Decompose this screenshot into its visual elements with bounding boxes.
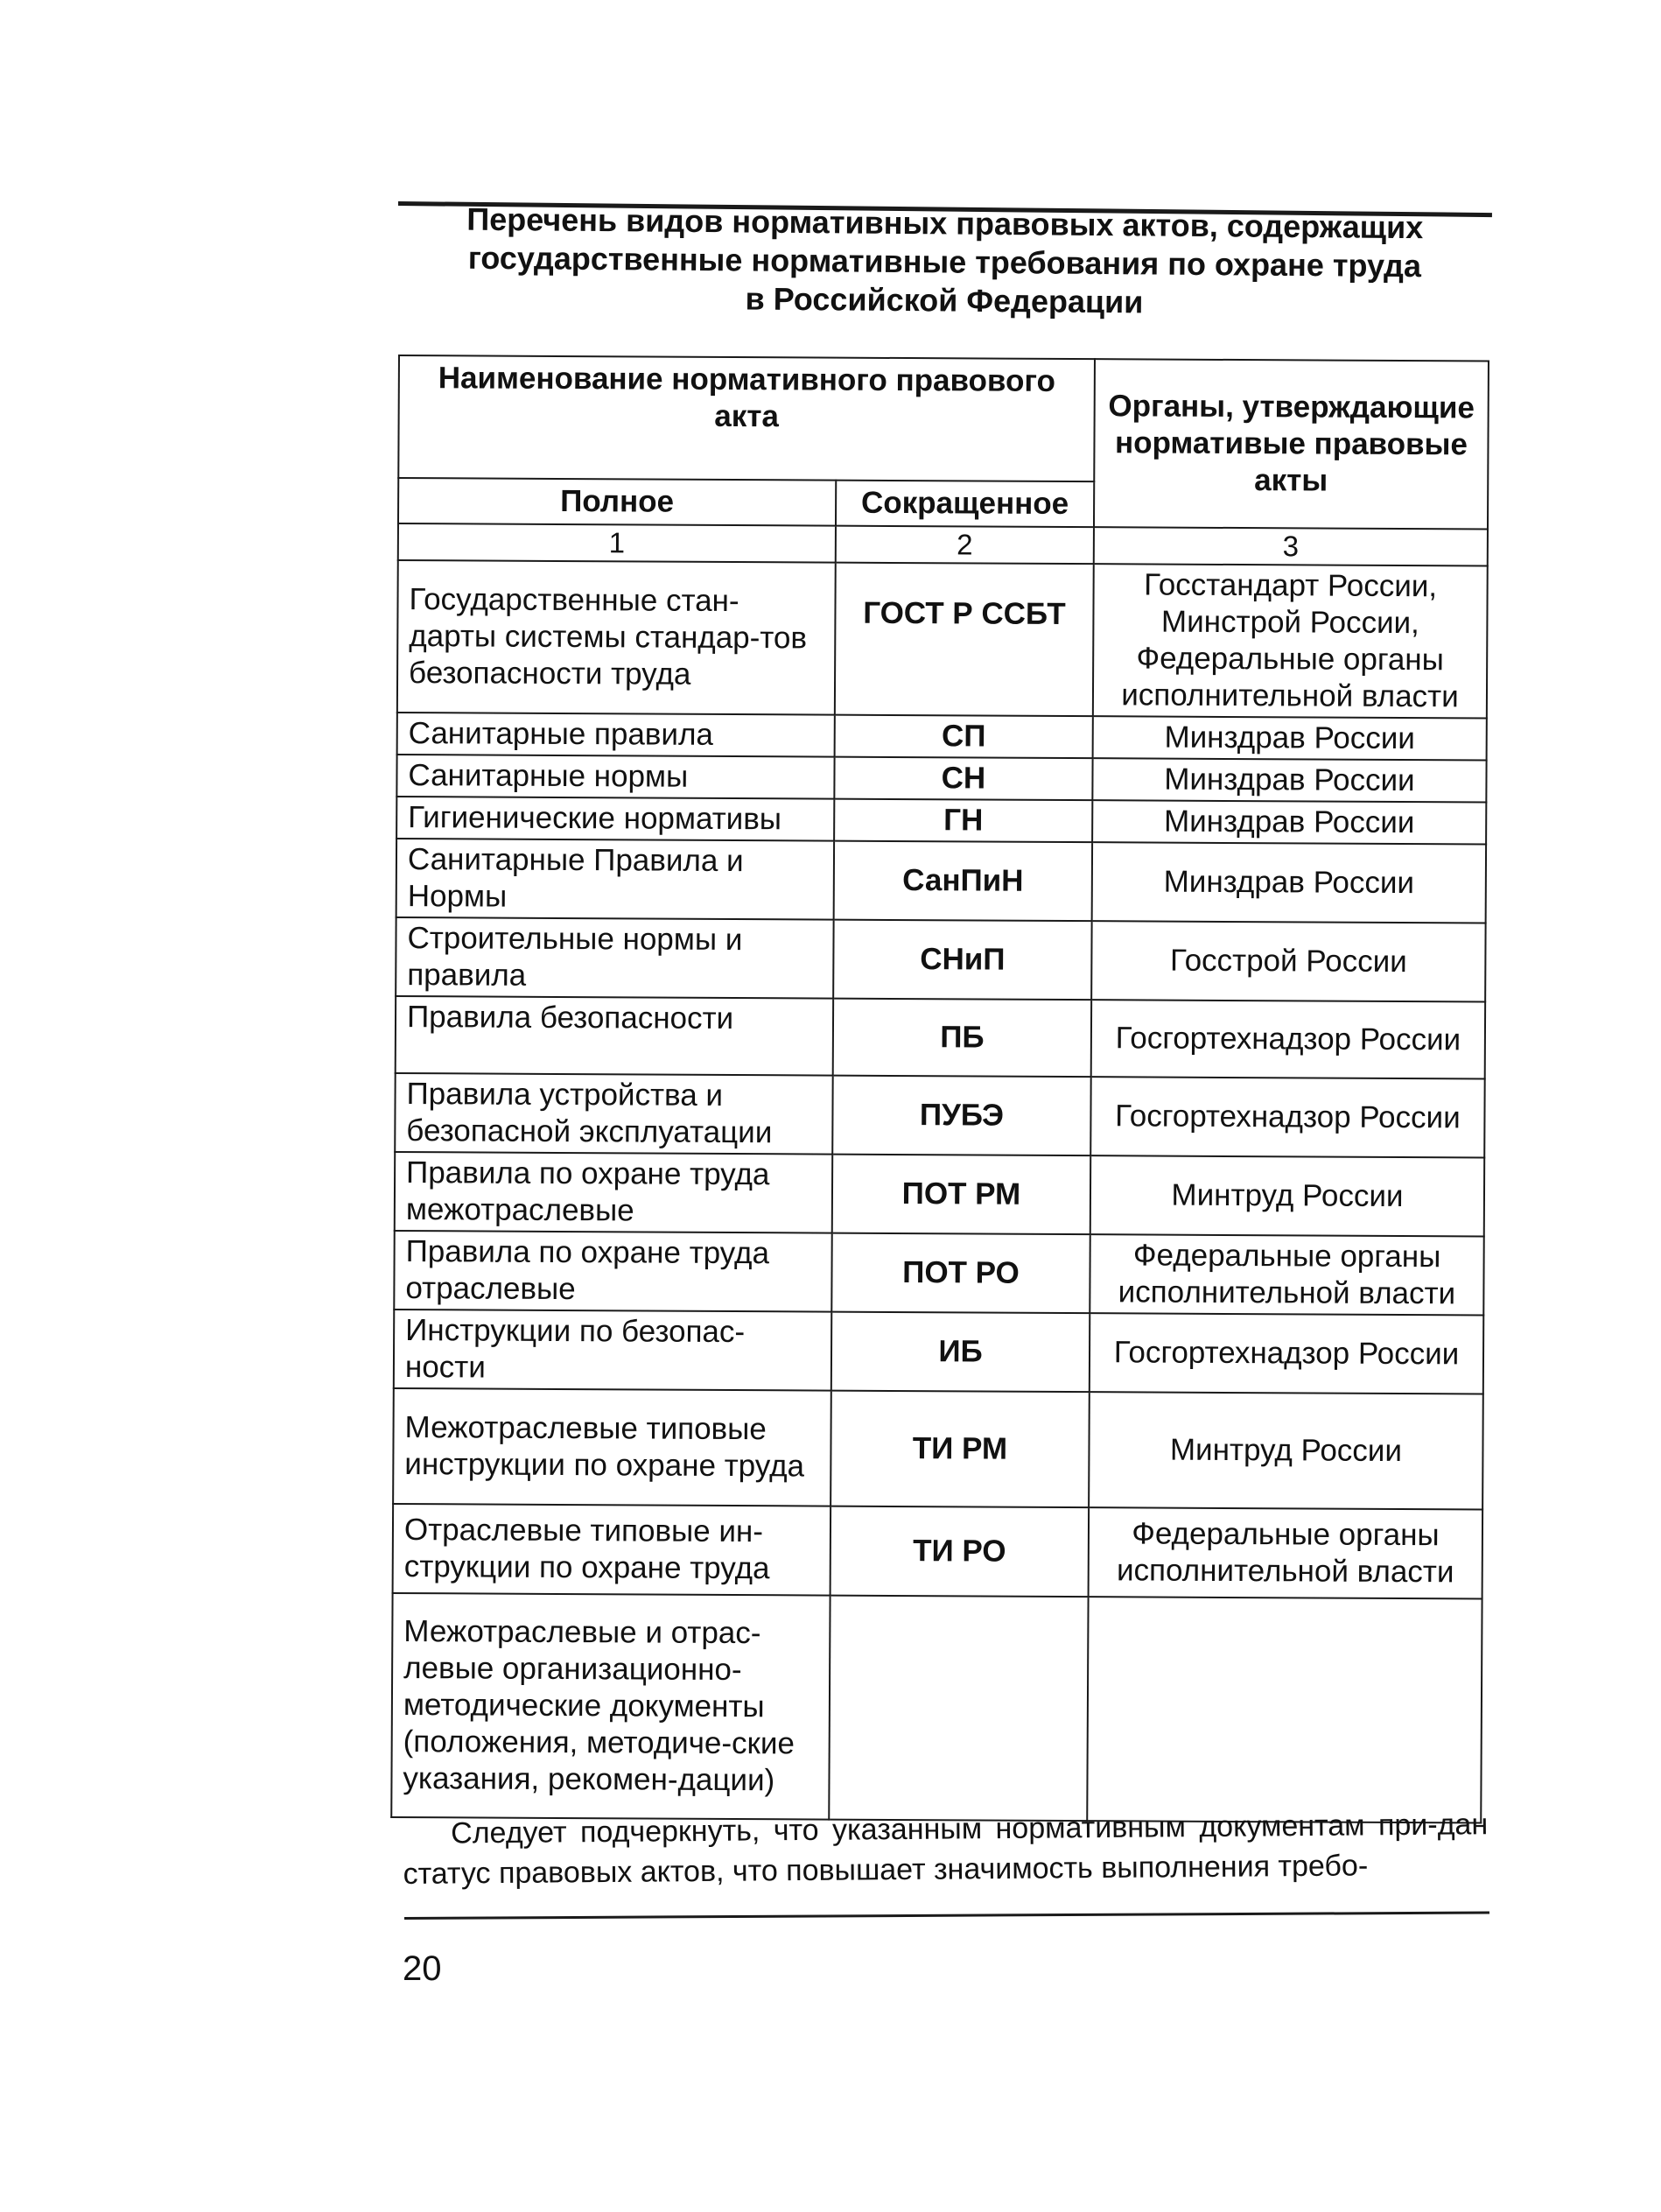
cell-abbr: ГОСТ Р ССБТ [835,563,1094,717]
table-row [396,797,1486,845]
document-heading [397,200,1492,325]
table-row [393,1504,1483,1599]
cell-org [1087,1597,1482,1822]
table-row [394,1231,1483,1316]
column-number-row [398,523,1488,566]
cell-full: Санитарные Правила и Нормы [396,839,834,920]
table-row [396,755,1486,803]
cell-full: Гигиенические нормативы [396,797,834,841]
heading-line: Перечень видов нормативных правовых актов, содержащих [466,200,1424,246]
heading-line: государственные нормативные требования по охране труда [467,239,1422,284]
column-number: 3 [1094,527,1488,565]
cell-org: Федеральные органы исполнительной власти [1089,1507,1483,1598]
table-row [395,1073,1484,1158]
cell-abbr: ПОТ РМ [832,1155,1090,1235]
cell-org: Минздрав России [1092,842,1486,923]
cell-org: Минтруд России [1090,1155,1484,1236]
cell-org: Госгортехнадзор России [1090,1077,1484,1157]
column-number: 2 [836,526,1094,565]
table-row [397,713,1487,761]
cell-org: Госгортехнадзор России [1090,1313,1483,1394]
cell-full: Межотраслевые и отрас-левые организационно-методические документы (положения, методиче-ские указания, рекомен-дации) [391,1593,830,1820]
cell-abbr: СНиП [833,920,1091,1001]
cell-org: Минздрав России [1093,716,1487,760]
table-row [396,839,1486,923]
cell-abbr: СП [835,715,1093,759]
column-number: 1 [398,523,836,563]
cell-abbr: ПБ [833,999,1091,1078]
cell-full: Межотраслевые типовые инструкции по охране труда [393,1388,831,1506]
header-row [398,355,1489,484]
cell-org: Минздрав России [1092,758,1486,802]
table-row [393,1388,1483,1510]
cell-org: Госстандарт России, Минстрой России, Федеральные органы исполнительной власти [1093,564,1488,718]
heading-line: в Российской Федерации [745,280,1144,320]
cell-full: Отраслевые типовые ин-струкции по охране труда [393,1504,831,1596]
cell-full: Правила безопасности [396,996,833,1076]
cell-full: Правила по охране труда отраслевые [394,1231,831,1312]
cell-full: Правила по охране труда межотраслевые [395,1152,832,1233]
cell-org: Минтруд России [1089,1392,1483,1509]
header-bodies: Органы, утверждающие нормативые правовые акты [1094,359,1489,529]
cell-org: Госгортехнадзор России [1091,1000,1485,1078]
header-abbr: Сокращенное [836,481,1094,528]
cell-full: Санитарные правила [397,713,835,757]
cell-full: Инструкции по безопас-ности [394,1310,831,1391]
cell-full: Государственные стан-дарты системы стандар-тов безопасности труда [397,560,836,715]
table-row [397,560,1488,719]
table-row [396,996,1485,1079]
table-row [391,1593,1482,1823]
cell-abbr: ГН [834,799,1092,843]
header-name-group: Наименование нормативного правового акта [398,355,1095,481]
cell-abbr: СанПиН [834,841,1092,922]
page-number: 20 [403,1949,442,1988]
cell-abbr [829,1596,1088,1822]
cell-org: Госстрой России [1091,921,1485,1001]
cell-abbr: ПУБЭ [832,1076,1090,1156]
cell-full: Санитарные нормы [396,755,834,799]
cell-abbr: СН [834,757,1092,801]
cell-abbr: ИБ [831,1312,1090,1393]
table-row [394,1310,1483,1394]
body-paragraph: Следует подчеркнуть, что указанным нормативным документам при-дан статус правовых актов, что повышает значимость выполнения требо- [403,1808,1489,1891]
cell-abbr: ПОТ РО [831,1233,1090,1314]
cell-abbr: ТИ РМ [830,1391,1090,1508]
table-row [396,917,1485,1002]
cell-org: Федеральные органы исполнительной власти [1090,1234,1483,1315]
cell-full: Строительные нормы и правила [396,917,833,999]
cell-abbr: ТИ РО [830,1506,1090,1598]
cell-full: Правила устройства и безопасной эксплуатации [395,1073,832,1155]
cell-org: Минздрав России [1092,800,1486,844]
header-full: Полное [398,478,836,526]
table-row [395,1152,1484,1237]
acts-table [390,355,1489,1824]
bottom-rule [404,1912,1489,1920]
